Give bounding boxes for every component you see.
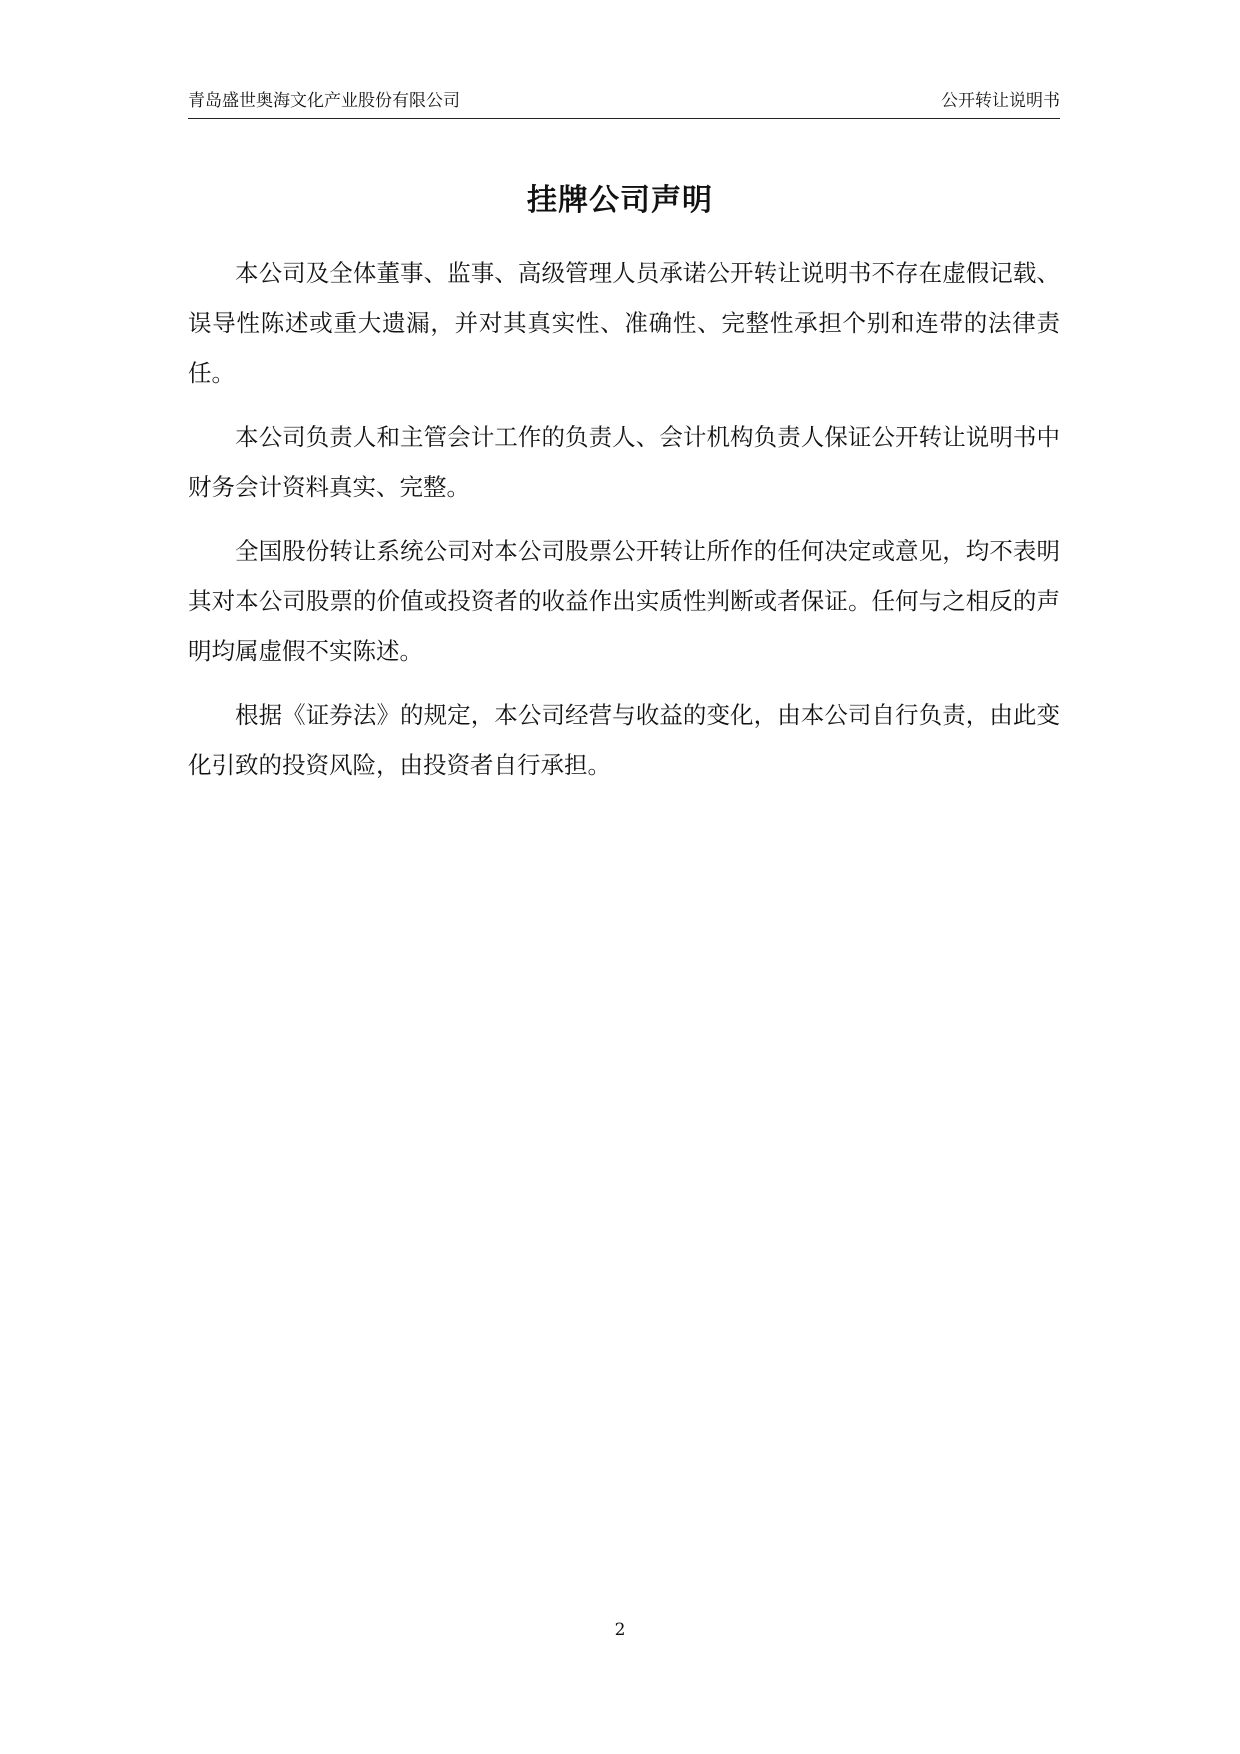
header-document-type: 公开转让说明书 [941,91,1060,111]
page-title: 挂牌公司声明 [527,183,713,218]
page-number: 2 [614,1620,626,1640]
paragraph: 全国股份转让系统公司对本公司股票公开转让所作的任何决定或意见，均不表明其对本公司股票的价值或投资者的收益作出实质性判断或者保证。任何与之相反的声明均属虚假不实陈述。 [188,537,1060,665]
paragraph: 本公司及全体董事、监事、高级管理人员承诺公开转让说明书不存在虚假记载、误导性陈述或重大遗漏，并对其真实性、准确性、完整性承担个别和连带的法律责任。 [188,259,1060,387]
page-header [188,84,1060,119]
paragraph: 本公司负责人和主管会计工作的负责人、会计机构负责人保证公开转让说明书中财务会计资料真实、完整。 [188,423,1060,501]
header-company-name: 青岛盛世奥海文化产业股份有限公司 [188,91,460,111]
declaration-body [188,248,1060,804]
paragraph: 根据《证券法》的规定，本公司经营与收益的变化，由本公司自行负责，由此变化引致的投资风险，由投资者自行承担。 [188,701,1060,779]
